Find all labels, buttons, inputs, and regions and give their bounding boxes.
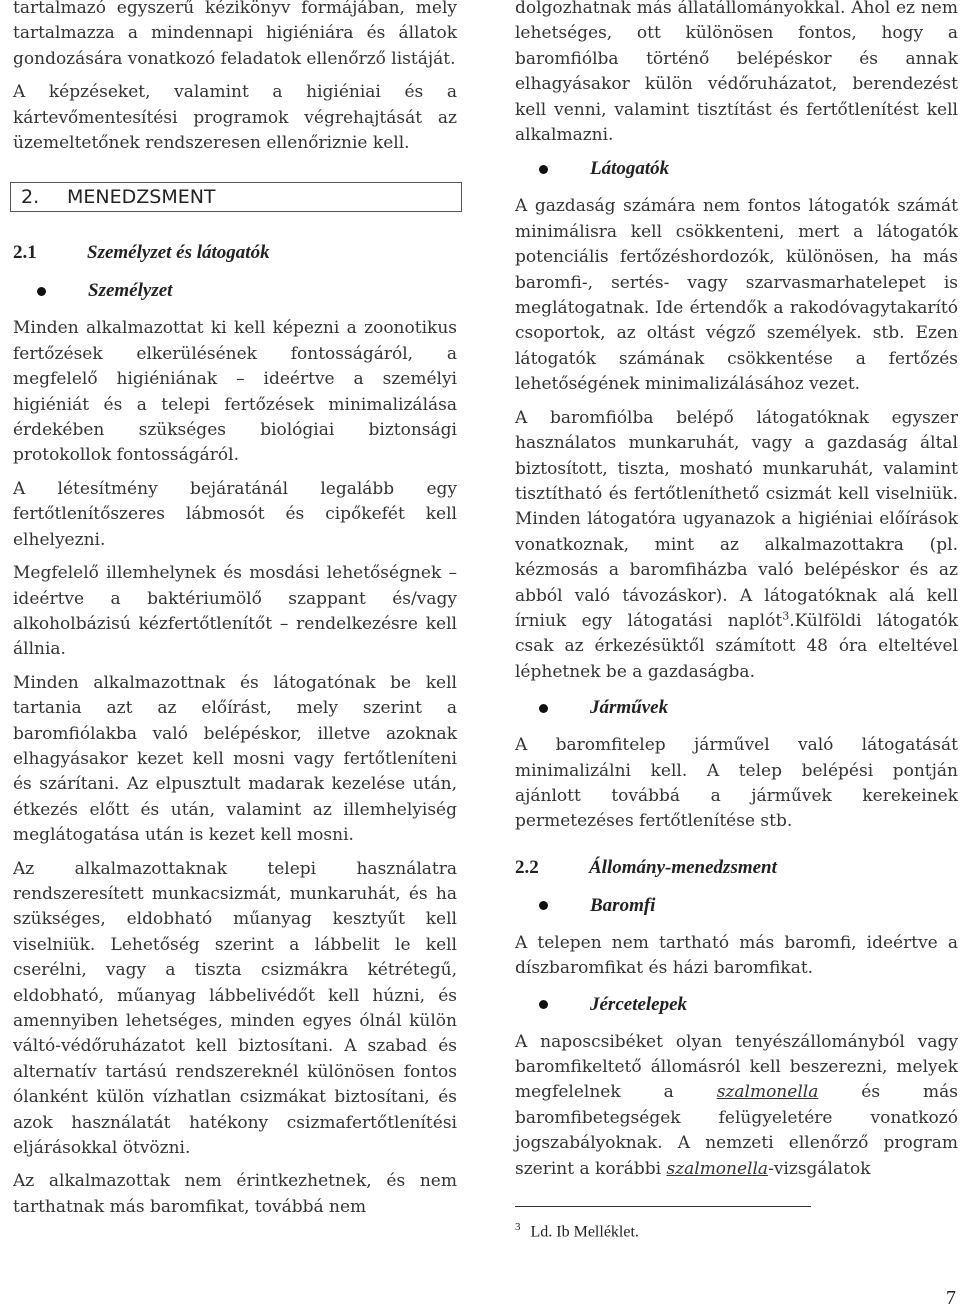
bullet-label: Személyzet xyxy=(88,280,173,302)
bullet-icon xyxy=(539,165,548,174)
paragraph-intro-2: A képzéseket, valamint a higiéniai és a kártevőmentesítési programok végrehajtását az üzemeltetőnek rendszeresen ellenőriznie kell. xyxy=(13,82,457,154)
bullet-heading-szemelyzet xyxy=(13,278,457,304)
bullet-label: Látogatók xyxy=(590,158,670,180)
paragraph-1: Minden alkalmazottat ki kell képezni a zoonotikus fertőzések elkerülésének fontosságáról, a megfelelő higiéniának – ideértve a személyi higiéniát és a telepi fertőzések minimalizálása érdekében szükséges biológiai biztonsági protokollok fontosságáról. xyxy=(13,318,457,466)
paragraph-7: A gazdaság számára nem fontos látogatók számát minimálisra kell csökkenteni, mert a látogatók potenciális fertőzéshordozók, különösen, ha más baromfi-, sertés- vagy szarvasmarhatelepet is meglátogatnak. Ide értendők a rakodóvagytakarító csoportok, az oltást végző személyek. stb. Ezen látogatók számának csökkentése a fertőzés lehetőségének minimalizálásához vezet. xyxy=(515,196,958,395)
bullet-heading-jarmuvek xyxy=(515,695,958,721)
section-title: MENEDZSMENT xyxy=(67,186,216,209)
subsection-title: Személyzet és látogatók xyxy=(87,242,270,264)
bullet-label: Baromfi xyxy=(590,894,656,916)
term-szalmonella: szalmonella xyxy=(716,1082,819,1103)
paragraph-8-text-a: A baromfiólba belépő látogatóknak egyszer használatos munkaruhát, vagy a gazdaság által biztosított, tiszta, mosható munkaruhát, valamint tisztítható és fertőtleníthető csizmát kell viselniük. Minden látogatóra ugyanazok a higiéniai előírások vonatkoznak, mint az alkalmazottakra (pl. kézmosás a baromfiházba való belépéskor és az abból való távozáskor). A látogatóknak alá kell írniuk egy látogatási naplót xyxy=(515,407,958,631)
paragraph-intro-1: tartalmazó egyszerű kézikönyv formájában, mely tartalmazza a mindennapi higiéniára és állatok gondozására vonatkozó feladatok ellenőrző listáját. xyxy=(13,0,457,69)
bullet-icon xyxy=(539,704,548,713)
footnote-marker: 3 xyxy=(515,1221,521,1234)
bullet-heading-jercetelepek xyxy=(515,992,958,1018)
footnote-text: Ld. Ib Melléklet. xyxy=(530,1223,639,1241)
subsection-heading-2-1 xyxy=(13,242,457,264)
section-number: 2. xyxy=(21,186,40,209)
paragraph-6: Az alkalmazottak nem érintkezhetnek, és nem tarthatnak más baromfikat, továbbá nem xyxy=(13,1171,457,1217)
footnote-reference[interactable]: 3 xyxy=(782,609,790,623)
paragraph-continued: dolgozhatnak más állatállományokkal. Ahol ez nem lehetséges, ott különösen fontos, hogy a baromfiólba történő belépéskor és annak elhagyásakor külön védőruházatot, berendezést kell venni, valamint tisztítást és fertőtlenítést kell alkalmazni. xyxy=(515,0,958,146)
bullet-label: Járművek xyxy=(590,697,669,719)
term-szalmonella-2: szalmonella xyxy=(666,1158,769,1179)
paragraph-10: A telepen nem tartható más baromfi, ideértve a díszbaromfikat és házi baromfikat. xyxy=(515,932,958,979)
page-number: 7 xyxy=(946,1287,956,1309)
paragraph-11 xyxy=(515,1030,958,1182)
subsection-number: 2.1 xyxy=(13,242,37,264)
bullet-heading-latogatok xyxy=(515,156,958,182)
bullet-label: Jércetelepek xyxy=(590,993,688,1015)
paragraph-8-text-b: .Külföldi látogatók csak az érkezésüktől számított 48 óra elteltével léphetnek be a gazdaságba. xyxy=(515,610,959,682)
paragraph-11-text-b: és más baromfibetegségek felügyeletére vonatkozó jogszabályoknak. A nemzeti ellenőrző program szerint a korábbi xyxy=(515,1082,959,1179)
paragraph-9: A baromfitelep járművel való látogatását minimalizálni kell. A telep belépési pontján ajánlott továbbá a járművek kerekeinek permetezéses fertőtlenítése stb. xyxy=(515,735,958,832)
left-column xyxy=(13,0,457,1228)
bullet-heading-baromfi xyxy=(515,893,958,919)
subsection-title: Állomány-menedzsment xyxy=(589,856,777,878)
paragraph-5: Az alkalmazottaknak telepi használatra rendszeresített munkacsizmát, munkaruhát, és ha szükséges, eldobható műanyag kesztyűt kell viselniük. Lehetőség szerint a lábbelit le kell cserélni, vagy a tiszta csizmákra kétrétegű, eldobható, műanyag lábbelivédőt kell húzni, és amennyiben lehetséges, minden egyes ólnál külön váltó-védőruházatot kell biztosítani. A szabad és alternatív tartású rendszereknél különösen fontos ólanként külön vízhatlan csizmákat biztosítani, és azok használatát hatékony csizmafertőtlenítési eljárásokkal ötvözni. xyxy=(13,858,457,1159)
bullet-icon xyxy=(37,287,46,296)
paragraph-8 xyxy=(515,406,958,685)
footnote-divider xyxy=(515,1206,811,1207)
paragraph-11-text-a: A naposcsibéket olyan tenyészállományból vagy baromfikeltető állomásról kell beszerezni, melyek megfelelnek a xyxy=(515,1031,958,1103)
paragraph-11-text-c: -vizsgálatok xyxy=(768,1158,871,1179)
footnote xyxy=(515,1221,958,1241)
bullet-icon xyxy=(539,901,548,910)
subsection-heading-2-2 xyxy=(515,857,958,879)
right-column xyxy=(515,0,958,1241)
paragraph-2: A létesítmény bejáratánál legalább egy fertőtlenítőszeres lábmosót és cipőkefét kell elhelyezni. xyxy=(13,478,457,550)
paragraph-4: Minden alkalmazottnak és látogatónak be kell tartania azt az előírást, mely szerint a baromfiólakba való belépéskor, illetve azoknak elhagyásakor kezet kell mosni vagy fertőtleníteni és szárítani. Az elpusztult madarak kezelése után, étkezés előtt és után, valamint az illemhelyiség meglátogatása után is kezet kell mosni. xyxy=(13,672,457,846)
subsection-number: 2.2 xyxy=(515,856,539,878)
section-heading xyxy=(10,182,462,212)
bullet-icon xyxy=(539,1000,548,1009)
paragraph-3: Megfelelő illemhelynek és mosdási lehetőségnek – ideértve a baktériumölő szappant és/vagy alkoholbázisú kézfertőtlenítőt – rendelkezésre kell állnia. xyxy=(13,563,457,660)
